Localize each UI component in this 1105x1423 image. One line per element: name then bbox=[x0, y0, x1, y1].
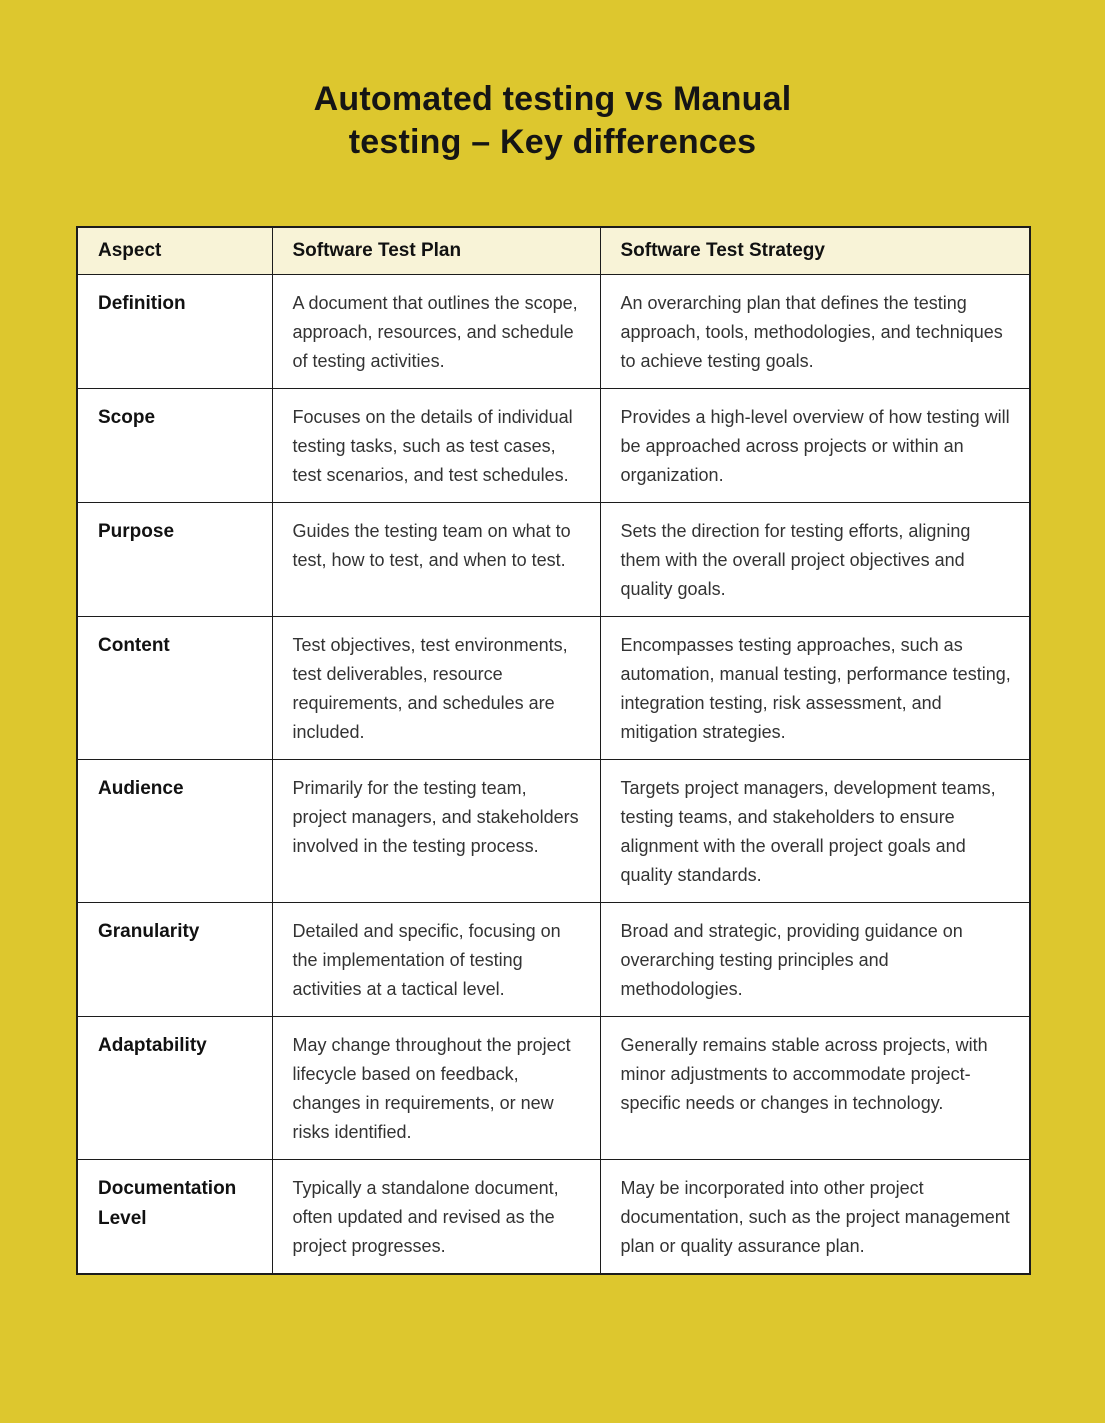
table-row bbox=[77, 617, 1030, 760]
table-header-row bbox=[77, 227, 1030, 275]
table-row bbox=[77, 1160, 1030, 1275]
strategy-cell: Targets project managers, development teams, testing teams, and stakeholders to ensure alignment with the overall project goals and quality standards. bbox=[600, 760, 1030, 903]
plan-cell: May change throughout the project lifecycle based on feedback, changes in requirements, or new risks identified. bbox=[272, 1017, 600, 1160]
page-title-line1: Automated testing vs Manual bbox=[313, 80, 792, 118]
strategy-cell: May be incorporated into other project documentation, such as the project management plan or quality assurance plan. bbox=[600, 1160, 1030, 1275]
page-title bbox=[0, 78, 1105, 164]
strategy-cell: Encompasses testing approaches, such as automation, manual testing, performance testing, integration testing, risk assessment, and mitigation strategies. bbox=[600, 617, 1030, 760]
aspect-cell: Content bbox=[77, 617, 272, 760]
page-title-line2: testing – Key differences bbox=[348, 123, 757, 161]
plan-cell: Guides the testing team on what to test, how to test, and when to test. bbox=[272, 503, 600, 617]
aspect-cell: Audience bbox=[77, 760, 272, 903]
header-aspect: Aspect bbox=[77, 227, 272, 275]
comparison-table bbox=[76, 226, 1031, 1275]
strategy-cell: Provides a high-level overview of how testing will be approached across projects or within an organization. bbox=[600, 389, 1030, 503]
aspect-cell: Adaptability bbox=[77, 1017, 272, 1160]
table-row bbox=[77, 275, 1030, 389]
aspect-cell: Documentation Level bbox=[77, 1160, 272, 1275]
header-software-test-plan: Software Test Plan bbox=[272, 227, 600, 275]
comparison-table-container bbox=[76, 226, 1029, 1275]
header-software-test-strategy: Software Test Strategy bbox=[600, 227, 1030, 275]
aspect-cell: Definition bbox=[77, 275, 272, 389]
table-row bbox=[77, 389, 1030, 503]
strategy-cell: Broad and strategic, providing guidance on overarching testing principles and methodologies. bbox=[600, 903, 1030, 1017]
table-row bbox=[77, 503, 1030, 617]
aspect-cell: Scope bbox=[77, 389, 272, 503]
table-row bbox=[77, 903, 1030, 1017]
plan-cell: Primarily for the testing team, project managers, and stakeholders involved in the testing process. bbox=[272, 760, 600, 903]
table-row bbox=[77, 760, 1030, 903]
aspect-cell: Granularity bbox=[77, 903, 272, 1017]
strategy-cell: Sets the direction for testing efforts, aligning them with the overall project objectives and quality goals. bbox=[600, 503, 1030, 617]
plan-cell: Detailed and specific, focusing on the implementation of testing activities at a tactical level. bbox=[272, 903, 600, 1017]
table-row bbox=[77, 1017, 1030, 1160]
plan-cell: Test objectives, test environments, test deliverables, resource requirements, and schedules are included. bbox=[272, 617, 600, 760]
plan-cell: Typically a standalone document, often updated and revised as the project progresses. bbox=[272, 1160, 600, 1275]
strategy-cell: Generally remains stable across projects, with minor adjustments to accommodate project-specific needs or changes in technology. bbox=[600, 1017, 1030, 1160]
strategy-cell: An overarching plan that defines the testing approach, tools, methodologies, and techniques to achieve testing goals. bbox=[600, 275, 1030, 389]
plan-cell: Focuses on the details of individual testing tasks, such as test cases, test scenarios, and test schedules. bbox=[272, 389, 600, 503]
plan-cell: A document that outlines the scope, approach, resources, and schedule of testing activities. bbox=[272, 275, 600, 389]
aspect-cell: Purpose bbox=[77, 503, 272, 617]
